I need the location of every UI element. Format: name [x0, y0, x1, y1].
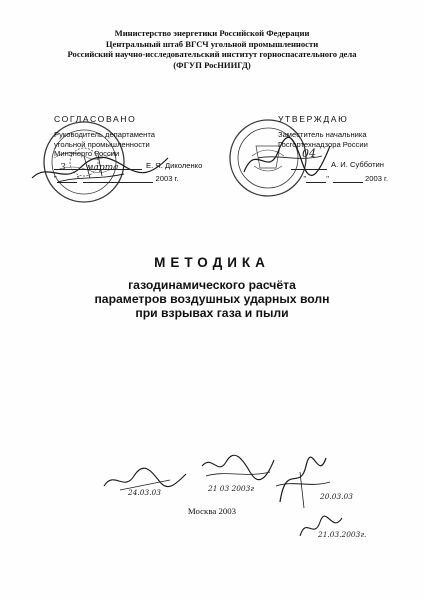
subtitle-line: параметров воздушных ударных волн — [94, 292, 330, 307]
city-year: Москва 2003 — [187, 506, 237, 516]
approval-position-line: Руководитель департамента — [54, 130, 155, 140]
organization-header — [0, 28, 424, 70]
subtitle-line: при взрывах газа и пыли — [135, 306, 289, 321]
org-line-ministry: Министерство энергетики Российской Федерации — [114, 28, 310, 38]
date-month-blank — [83, 174, 153, 183]
org-line-institute: Российский научно-исследовательский институт горноспасательного дела — [67, 49, 357, 60]
signature-date-2: 21 03 2003г — [208, 484, 255, 493]
handwritten-day-right: 04 — [302, 147, 316, 160]
signature-rule — [291, 161, 327, 170]
document-subtitle — [0, 278, 424, 321]
approval-position-line: Заместитель начальника — [278, 130, 367, 140]
document-title: МЕТОДИКА — [154, 255, 270, 270]
date-year: 2003 г. — [155, 174, 179, 184]
date-month-blank — [333, 174, 363, 183]
signature-date-3: 20.03.03 — [320, 492, 353, 501]
approval-block-left — [54, 115, 214, 183]
approval-position-line: Госгортехнадзора России — [278, 139, 368, 149]
approval-heading-agreed: СОГЛАСОВАНО — [54, 114, 137, 124]
date-quote: " — [303, 173, 307, 183]
handwritten-month-left: марта — [86, 163, 119, 173]
approval-heading-approve: УТВЕРЖДАЮ — [278, 114, 349, 124]
date-year: 2003 г. — [365, 173, 388, 183]
signature-line — [248, 160, 398, 169]
handwritten-day-left: 3 — [60, 163, 66, 173]
subtitle-line: газодинамического расчёта — [128, 278, 296, 292]
signature-line — [54, 161, 214, 170]
signature-3 — [270, 452, 334, 512]
org-line-abbrev: (ФГУП РосНИИГД) — [173, 59, 251, 70]
signer-name: А. И. Субботин — [331, 160, 384, 170]
signer-name: Е. Я. Диколенко — [146, 160, 203, 170]
date-quote: " — [54, 174, 57, 184]
approval-position-line: Минэнерго России — [54, 149, 120, 159]
approval-position-line: угольной промышленности — [54, 139, 150, 149]
date-line: " " 2003 г. — [54, 174, 179, 184]
date-day-blank — [303, 173, 326, 183]
approval-block-right — [248, 115, 398, 183]
date-day-blank — [57, 174, 77, 183]
date-line: " " 2003 г. — [303, 173, 388, 183]
signature-date-4: 21.03.2003г. — [318, 530, 367, 539]
signature-date-1: 24.03.03 — [128, 488, 161, 497]
org-line-hq: Центральный штаб ВГСЧ угольной промышленности — [105, 38, 319, 49]
